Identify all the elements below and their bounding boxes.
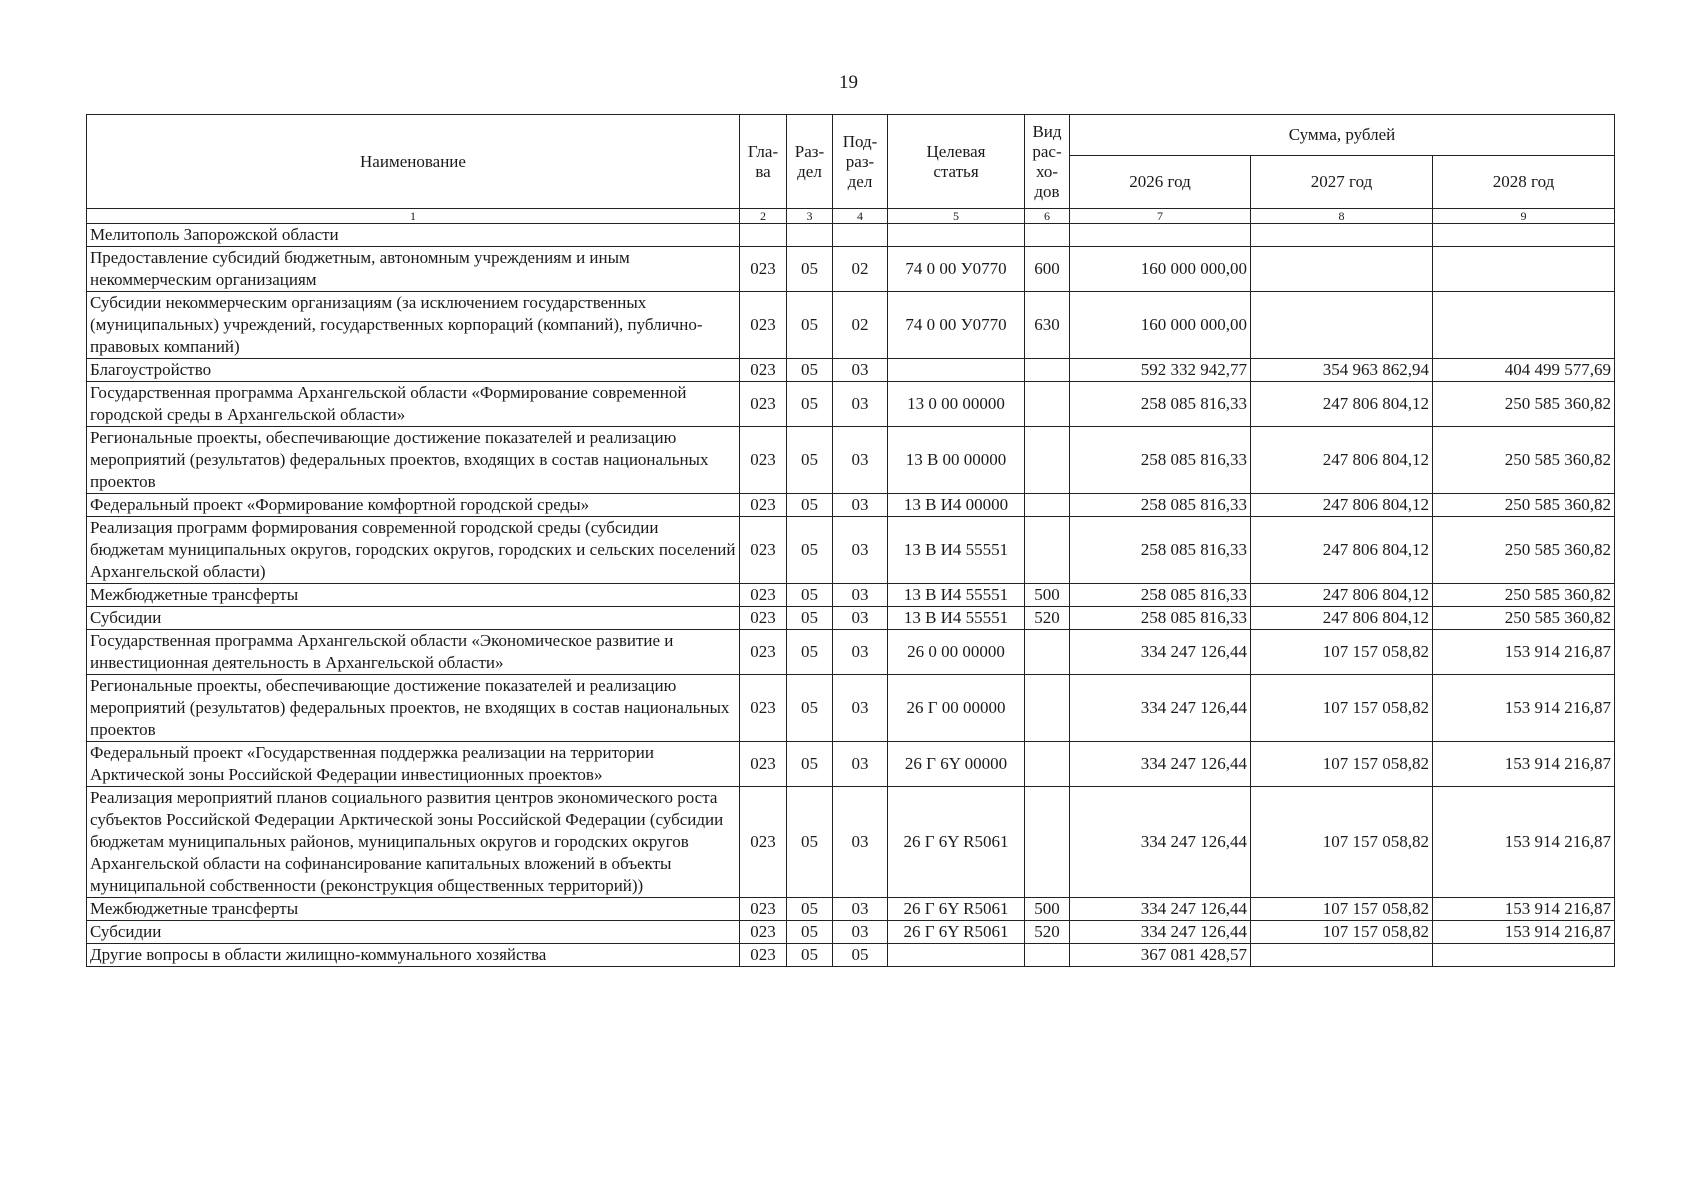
row-razdel: 05 <box>787 607 833 630</box>
row-razdel: 05 <box>787 517 833 584</box>
row-sum-2027: 247 806 804,12 <box>1251 427 1433 494</box>
row-name: Межбюджетные трансферты <box>87 584 740 607</box>
row-sum-2026: 258 085 816,33 <box>1070 494 1251 517</box>
row-podrazdel: 03 <box>833 517 888 584</box>
table-row <box>87 247 1615 292</box>
row-podrazdel: 03 <box>833 898 888 921</box>
row-sum-2027: 247 806 804,12 <box>1251 607 1433 630</box>
row-target-article: 13 В И4 55551 <box>888 584 1025 607</box>
row-sum-2026: 160 000 000,00 <box>1070 292 1251 359</box>
row-target-article: 13 В 00 00000 <box>888 427 1025 494</box>
row-glava: 023 <box>740 675 787 742</box>
row-sum-2028: 153 914 216,87 <box>1433 921 1615 944</box>
row-expense-type <box>1025 675 1070 742</box>
row-podrazdel: 03 <box>833 742 888 787</box>
row-sum-2028: 250 585 360,82 <box>1433 427 1615 494</box>
row-sum-2026: 334 247 126,44 <box>1070 921 1251 944</box>
row-sum-2027: 107 157 058,82 <box>1251 898 1433 921</box>
row-sum-2028: 153 914 216,87 <box>1433 742 1615 787</box>
table-row <box>87 787 1615 898</box>
row-target-article: 26 Г 00 00000 <box>888 675 1025 742</box>
row-glava: 023 <box>740 787 787 898</box>
header-name: Наименование <box>87 115 740 209</box>
row-sum-2026: 258 085 816,33 <box>1070 607 1251 630</box>
row-name: Благоустройство <box>87 359 740 382</box>
row-sum-2027 <box>1251 292 1433 359</box>
table-row <box>87 494 1615 517</box>
row-glava: 023 <box>740 517 787 584</box>
row-podrazdel: 03 <box>833 584 888 607</box>
row-name: Предоставление субсидий бюджетным, автономным учреждениям и иным некоммерческим организациям <box>87 247 740 292</box>
row-glava: 023 <box>740 944 787 967</box>
row-glava: 023 <box>740 584 787 607</box>
row-sum-2028: 153 914 216,87 <box>1433 898 1615 921</box>
table-row <box>87 382 1615 427</box>
column-number: 4 <box>833 209 888 224</box>
row-sum-2028: 250 585 360,82 <box>1433 494 1615 517</box>
row-sum-2028: 250 585 360,82 <box>1433 382 1615 427</box>
row-glava: 023 <box>740 630 787 675</box>
table-row <box>87 517 1615 584</box>
row-target-article: 74 0 00 У0770 <box>888 292 1025 359</box>
table-row <box>87 675 1615 742</box>
table-row <box>87 607 1615 630</box>
row-podrazdel: 03 <box>833 607 888 630</box>
row-target-article <box>888 224 1025 247</box>
header-target-article: Целевая статья <box>888 115 1025 209</box>
row-target-article: 26 Г 6Y R5061 <box>888 787 1025 898</box>
row-expense-type: 500 <box>1025 584 1070 607</box>
row-expense-type <box>1025 224 1070 247</box>
row-name: Федеральный проект «Формирование комфортной городской среды» <box>87 494 740 517</box>
row-name: Федеральный проект «Государственная поддержка реализации на территории Арктической зоны Российской Федерации инвестиционных проектов» <box>87 742 740 787</box>
table-row <box>87 427 1615 494</box>
row-name: Мелитополь Запорожской области <box>87 224 740 247</box>
row-expense-type <box>1025 742 1070 787</box>
row-sum-2026: 258 085 816,33 <box>1070 427 1251 494</box>
row-sum-2027 <box>1251 224 1433 247</box>
header-expense-type: Вид рас- хо- дов <box>1025 115 1070 209</box>
row-target-article: 26 Г 6Y 00000 <box>888 742 1025 787</box>
column-number: 7 <box>1070 209 1251 224</box>
row-name: Субсидии некоммерческим организациям (за исключением государственных (муниципальных) учреждений, государственных корпораций (компаний), публично-правовых компаний) <box>87 292 740 359</box>
row-sum-2028 <box>1433 292 1615 359</box>
row-podrazdel: 03 <box>833 630 888 675</box>
row-expense-type: 600 <box>1025 247 1070 292</box>
row-razdel: 05 <box>787 584 833 607</box>
row-podrazdel: 05 <box>833 944 888 967</box>
row-expense-type <box>1025 630 1070 675</box>
table-row <box>87 224 1615 247</box>
row-sum-2027: 107 157 058,82 <box>1251 675 1433 742</box>
row-glava <box>740 224 787 247</box>
row-sum-2027: 247 806 804,12 <box>1251 382 1433 427</box>
row-sum-2027: 247 806 804,12 <box>1251 517 1433 584</box>
header-year-2027: 2027 год <box>1251 156 1433 209</box>
row-sum-2026: 334 247 126,44 <box>1070 787 1251 898</box>
row-sum-2027: 354 963 862,94 <box>1251 359 1433 382</box>
row-expense-type <box>1025 359 1070 382</box>
table-header <box>87 115 1615 224</box>
row-razdel: 05 <box>787 382 833 427</box>
row-target-article: 13 В И4 55551 <box>888 607 1025 630</box>
table-row <box>87 944 1615 967</box>
row-sum-2028: 250 585 360,82 <box>1433 607 1615 630</box>
row-expense-type <box>1025 944 1070 967</box>
table-row <box>87 292 1615 359</box>
row-sum-2027: 107 157 058,82 <box>1251 787 1433 898</box>
row-sum-2028: 250 585 360,82 <box>1433 584 1615 607</box>
budget-table <box>86 114 1615 967</box>
row-sum-2028 <box>1433 247 1615 292</box>
row-target-article <box>888 944 1025 967</box>
row-sum-2026: 334 247 126,44 <box>1070 630 1251 675</box>
table-row <box>87 359 1615 382</box>
row-name: Региональные проекты, обеспечивающие достижение показателей и реализацию мероприятий (результатов) федеральных проектов, не входящих в состав национальных проектов <box>87 675 740 742</box>
row-glava: 023 <box>740 359 787 382</box>
column-number: 9 <box>1433 209 1615 224</box>
row-sum-2026: 334 247 126,44 <box>1070 742 1251 787</box>
row-glava: 023 <box>740 494 787 517</box>
row-name: Другие вопросы в области жилищно-коммунального хозяйства <box>87 944 740 967</box>
row-sum-2028: 153 914 216,87 <box>1433 630 1615 675</box>
row-glava: 023 <box>740 607 787 630</box>
row-expense-type: 500 <box>1025 898 1070 921</box>
row-expense-type: 520 <box>1025 921 1070 944</box>
row-podrazdel: 03 <box>833 787 888 898</box>
column-numbers-row <box>87 209 1615 224</box>
row-sum-2028: 404 499 577,69 <box>1433 359 1615 382</box>
row-razdel <box>787 224 833 247</box>
row-razdel: 05 <box>787 427 833 494</box>
row-podrazdel: 03 <box>833 675 888 742</box>
row-podrazdel <box>833 224 888 247</box>
table-row <box>87 742 1615 787</box>
row-sum-2027: 107 157 058,82 <box>1251 921 1433 944</box>
row-sum-2028: 153 914 216,87 <box>1433 787 1615 898</box>
row-name: Государственная программа Архангельской области «Формирование современной городской среды в Архангельской области» <box>87 382 740 427</box>
row-glava: 023 <box>740 742 787 787</box>
row-sum-2027: 107 157 058,82 <box>1251 630 1433 675</box>
header-year-2026: 2026 год <box>1070 156 1251 209</box>
row-sum-2027: 247 806 804,12 <box>1251 584 1433 607</box>
header-podrazdel: Под- раз- дел <box>833 115 888 209</box>
row-expense-type <box>1025 382 1070 427</box>
row-podrazdel: 02 <box>833 292 888 359</box>
row-glava: 023 <box>740 292 787 359</box>
table-row <box>87 898 1615 921</box>
row-sum-2027 <box>1251 247 1433 292</box>
row-glava: 023 <box>740 898 787 921</box>
row-name: Субсидии <box>87 607 740 630</box>
row-razdel: 05 <box>787 921 833 944</box>
row-sum-2028: 153 914 216,87 <box>1433 675 1615 742</box>
row-sum-2026: 334 247 126,44 <box>1070 898 1251 921</box>
row-expense-type <box>1025 787 1070 898</box>
row-sum-2028 <box>1433 944 1615 967</box>
header-glava: Гла- ва <box>740 115 787 209</box>
row-glava: 023 <box>740 382 787 427</box>
row-razdel: 05 <box>787 944 833 967</box>
row-name: Государственная программа Архангельской области «Экономическое развитие и инвестиционная деятельность в Архангельской области» <box>87 630 740 675</box>
row-sum-2026: 258 085 816,33 <box>1070 584 1251 607</box>
row-target-article: 13 В И4 00000 <box>888 494 1025 517</box>
column-number: 1 <box>87 209 740 224</box>
row-razdel: 05 <box>787 359 833 382</box>
row-expense-type <box>1025 517 1070 584</box>
row-sum-2026: 592 332 942,77 <box>1070 359 1251 382</box>
row-razdel: 05 <box>787 898 833 921</box>
row-glava: 023 <box>740 921 787 944</box>
row-razdel: 05 <box>787 675 833 742</box>
table-row <box>87 921 1615 944</box>
row-target-article: 74 0 00 У0770 <box>888 247 1025 292</box>
row-razdel: 05 <box>787 630 833 675</box>
row-podrazdel: 02 <box>833 247 888 292</box>
column-number: 2 <box>740 209 787 224</box>
row-sum-2026: 258 085 816,33 <box>1070 517 1251 584</box>
row-target-article: 26 0 00 00000 <box>888 630 1025 675</box>
row-razdel: 05 <box>787 494 833 517</box>
row-sum-2026 <box>1070 224 1251 247</box>
row-razdel: 05 <box>787 292 833 359</box>
row-sum-2027: 107 157 058,82 <box>1251 742 1433 787</box>
row-expense-type <box>1025 427 1070 494</box>
row-sum-2026: 334 247 126,44 <box>1070 675 1251 742</box>
row-sum-2028: 250 585 360,82 <box>1433 517 1615 584</box>
row-target-article: 13 В И4 55551 <box>888 517 1025 584</box>
table-row <box>87 630 1615 675</box>
page-number: 19 <box>839 72 858 93</box>
row-name: Реализация программ формирования современной городской среды (субсидии бюджетам муниципальных округов, городских округов, городских и сельских поселений Архангельской области) <box>87 517 740 584</box>
row-podrazdel: 03 <box>833 427 888 494</box>
row-expense-type: 520 <box>1025 607 1070 630</box>
row-sum-2027: 247 806 804,12 <box>1251 494 1433 517</box>
row-target-article: 26 Г 6Y R5061 <box>888 921 1025 944</box>
row-podrazdel: 03 <box>833 382 888 427</box>
row-name: Региональные проекты, обеспечивающие достижение показателей и реализацию мероприятий (результатов) федеральных проектов, входящих в состав национальных проектов <box>87 427 740 494</box>
row-sum-2026: 258 085 816,33 <box>1070 382 1251 427</box>
row-sum-2028 <box>1433 224 1615 247</box>
row-razdel: 05 <box>787 247 833 292</box>
column-number: 5 <box>888 209 1025 224</box>
row-expense-type <box>1025 494 1070 517</box>
column-number: 8 <box>1251 209 1433 224</box>
row-name: Реализация мероприятий планов социального развития центров экономического роста субъектов Российской Федерации Арктической зоны Российской Федерации (субсидии бюджетам муниципальных районов, муниципальных округов и городских округов Архангельской области на софинансирование капитальных вложений в объекты муниципальной собственности (реконструкция общественных территорий)) <box>87 787 740 898</box>
header-year-2028: 2028 год <box>1433 156 1615 209</box>
row-sum-2027 <box>1251 944 1433 967</box>
row-sum-2026: 160 000 000,00 <box>1070 247 1251 292</box>
column-number: 6 <box>1025 209 1070 224</box>
row-expense-type: 630 <box>1025 292 1070 359</box>
row-razdel: 05 <box>787 742 833 787</box>
row-sum-2026: 367 081 428,57 <box>1070 944 1251 967</box>
row-target-article: 26 Г 6Y R5061 <box>888 898 1025 921</box>
row-podrazdel: 03 <box>833 494 888 517</box>
row-glava: 023 <box>740 427 787 494</box>
row-name: Межбюджетные трансферты <box>87 898 740 921</box>
row-razdel: 05 <box>787 787 833 898</box>
row-podrazdel: 03 <box>833 921 888 944</box>
table-row <box>87 584 1615 607</box>
table-body <box>87 224 1615 967</box>
row-glava: 023 <box>740 247 787 292</box>
row-target-article <box>888 359 1025 382</box>
row-target-article: 13 0 00 00000 <box>888 382 1025 427</box>
column-number: 3 <box>787 209 833 224</box>
header-sum: Сумма, рублей <box>1070 115 1615 156</box>
row-name: Субсидии <box>87 921 740 944</box>
header-razdel: Раз- дел <box>787 115 833 209</box>
row-podrazdel: 03 <box>833 359 888 382</box>
